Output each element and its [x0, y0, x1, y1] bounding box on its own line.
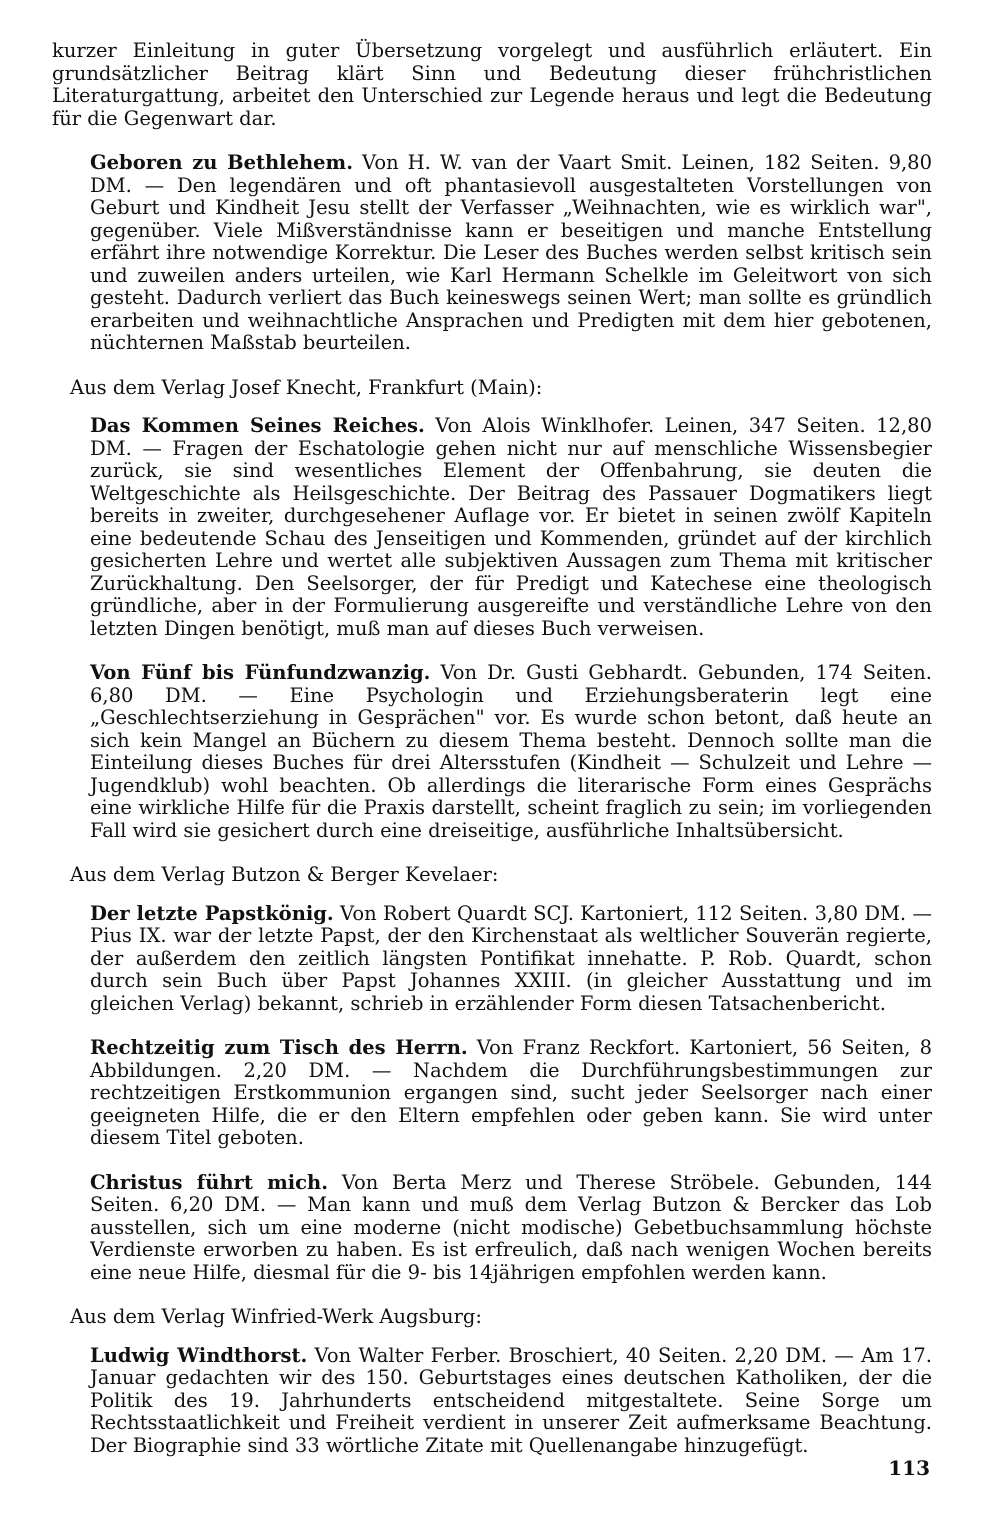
review-entry	[52, 1172, 932, 1285]
review-text: Von Dr. Gusti Gebhardt. Gebunden, 174 Seiten. 6,80 DM. — Eine Psychologin und Erziehungsberaterin legt eine „Geschlechtserziehung in Gesprächen" vor. Es wurde schon betont, daß heute an sich kein Mangel an Büchern zu diesem Thema besteht. Dennoch sollte man die Einteilung dieses Buches für drei Altersstufen (Kindheit — Schulzeit und Lehre — Jugendklub) wohl beachten. Ob allerdings die literarische Form eines Gesprächs eine wirkliche Hilfe für die Praxis darstellt, scheint fraglich zu sein; im vorliegenden Fall wird sie gesichert durch eine dreiseitige, ausführliche Inhaltsübersicht.	[90, 661, 932, 842]
review-entry	[52, 662, 932, 842]
review-text: Von Berta Merz und Therese Ströbele. Gebunden, 144 Seiten. 6,20 DM. — Man kann und muß dem Verlag Butzon & Bercker das Lob ausstellen, sich um eine moderne (nicht modische) Gebetbuchsammlung höchste Verdienste erworben zu haben. Es ist erfreulich, daß nach wenigen Wochen bereits eine neue Hilfe, diesmal für die 9- bis 14jährigen empfohlen werden kann.	[90, 1170, 932, 1284]
publisher-heading: Aus dem Verlag Winfried-Werk Augsburg:	[70, 1305, 482, 1328]
page-number: 113	[888, 1456, 930, 1480]
review-text: Von Robert Quardt SCJ. Kartoniert, 112 Seiten. 3,80 DM. — Pius IX. war der letzte Papst, der den Kirchenstaat als weltlicher Souverän regierte, der außerdem den zeitlich längsten Pontifikat innehatte. P. Rob. Quardt, schon durch sein Buch über Papst Johannes XXIII. (in gleicher Ausstattung und im gleichen Verlag) bekannt, schrieb in erzählender Form diesen Tatsachenbericht.	[90, 901, 932, 1015]
review-entry	[52, 152, 932, 355]
review-title: Von Fünf bis Fünfundzwanzig.	[90, 661, 431, 684]
review-text: Von Alois Winklhofer. Leinen, 347 Seiten. 12,80 DM. — Fragen der Eschatologie gehen nicht nur auf menschliche Wissensbegier zurück, sie sind wesentliches Element der Offenbahrung, sie deuten die Weltgeschichte als Heilsgeschichte. Der Beitrag des Passauer Dogmatikers liegt bereits in zweiter, durchgesehener Auflage vor. Er bietet in seinen zwölf Kapiteln eine bedeutende Schau des Jenseitigen und Kommenden, gründet auf der kirchlich gesicherten Lehre und wertet alle subjektiven Aussagen zum Thema mit kritischer Zurückhaltung. Den Seelsorger, der für Predigt und Katechese eine theologisch gründliche, aber in der Formulierung ausgereifte und verständliche Lehre von den letzten Dingen benötigt, muß man auf dieses Buch verweisen.	[90, 414, 932, 640]
review-title: Geboren zu Bethlehem.	[90, 151, 353, 174]
intro-paragraph: kurzer Einleitung in guter Übersetzung vorgelegt und ausführlich erläutert. Ein grundsätzlicher Beitrag klärt Sinn und Bedeutung dieser frühchristlichen Literaturgattung, arbeitet den Unterschied zur Legende heraus und legt die Bedeutung für die Gegenwart dar.	[52, 39, 932, 130]
review-text: Von Franz Reckfort. Kartoniert, 56 Seiten, 8 Abbildungen. 2,20 DM. — Nachdem die Durchführungsbestimmungen zur rechtzeitigen Erstkommunion ergangen sind, sucht jeder Seelsorger nach einer geeigneten Hilfe, die er den Eltern empfehlen oder geben kann. Sie wird unter diesem Titel geboten.	[90, 1036, 932, 1149]
review-text: Von H. W. van der Vaart Smit. Leinen, 182 Seiten. 9,80 DM. — Den legendären und oft phantasievoll ausgestalteten Vorstellungen von Geburt und Kindheit Jesu stellt der Verfasser „Weihnachten, wie es wirklich war", gegenüber. Viele Mißverständnisse kann er beseitigen und manche Entstellung erfährt ihre notwendige Korrektur. Die Leser des Buches werden selbst kritisch sein und zuweilen anders urteilen, wie Karl Hermann Schelkle im Geleitwort von sich gesteht. Dadurch verliert das Buch keineswegs seinen Wert; man sollte es gründlich erarbeiten und weihnachtliche Ansprachen und Predigten mit dem hier gebotenen, nüchternen Maßstab beurteilen.	[90, 151, 932, 354]
publisher-heading: Aus dem Verlag Josef Knecht, Frankfurt (Main):	[70, 375, 543, 399]
page-body	[52, 40, 932, 1479]
review-entry	[52, 415, 932, 640]
review-title: Der letzte Papstkönig.	[90, 901, 334, 925]
review-entry	[52, 903, 932, 1016]
review-entry	[52, 1037, 932, 1150]
review-text: Von Walter Ferber. Broschiert, 40 Seiten. 2,20 DM. — Am 17. Januar gedachten wir des 150. Geburtstages eines deutschen Katholiken, der die Politik des 19. Jahrhunderts entscheidend mitgestaltete. Seine Sorge um Rechtsstaatlichkeit und Freiheit verdient in unserer Zeit aufmerksame Beachtung. Der Biographie sind 33 wörtliche Zitate mit Quellenangabe hinzugefügt.	[90, 1343, 932, 1457]
review-title: Ludwig Windthorst.	[90, 1343, 308, 1367]
review-title: Rechtzeitig zum Tisch des Herrn.	[90, 1036, 468, 1059]
review-title: Das Kommen Seines Reiches.	[90, 414, 425, 437]
publisher-heading: Aus dem Verlag Butzon & Berger Kevelaer:	[70, 863, 499, 886]
review-title: Christus führt mich.	[90, 1170, 328, 1194]
review-entry	[52, 1345, 932, 1458]
